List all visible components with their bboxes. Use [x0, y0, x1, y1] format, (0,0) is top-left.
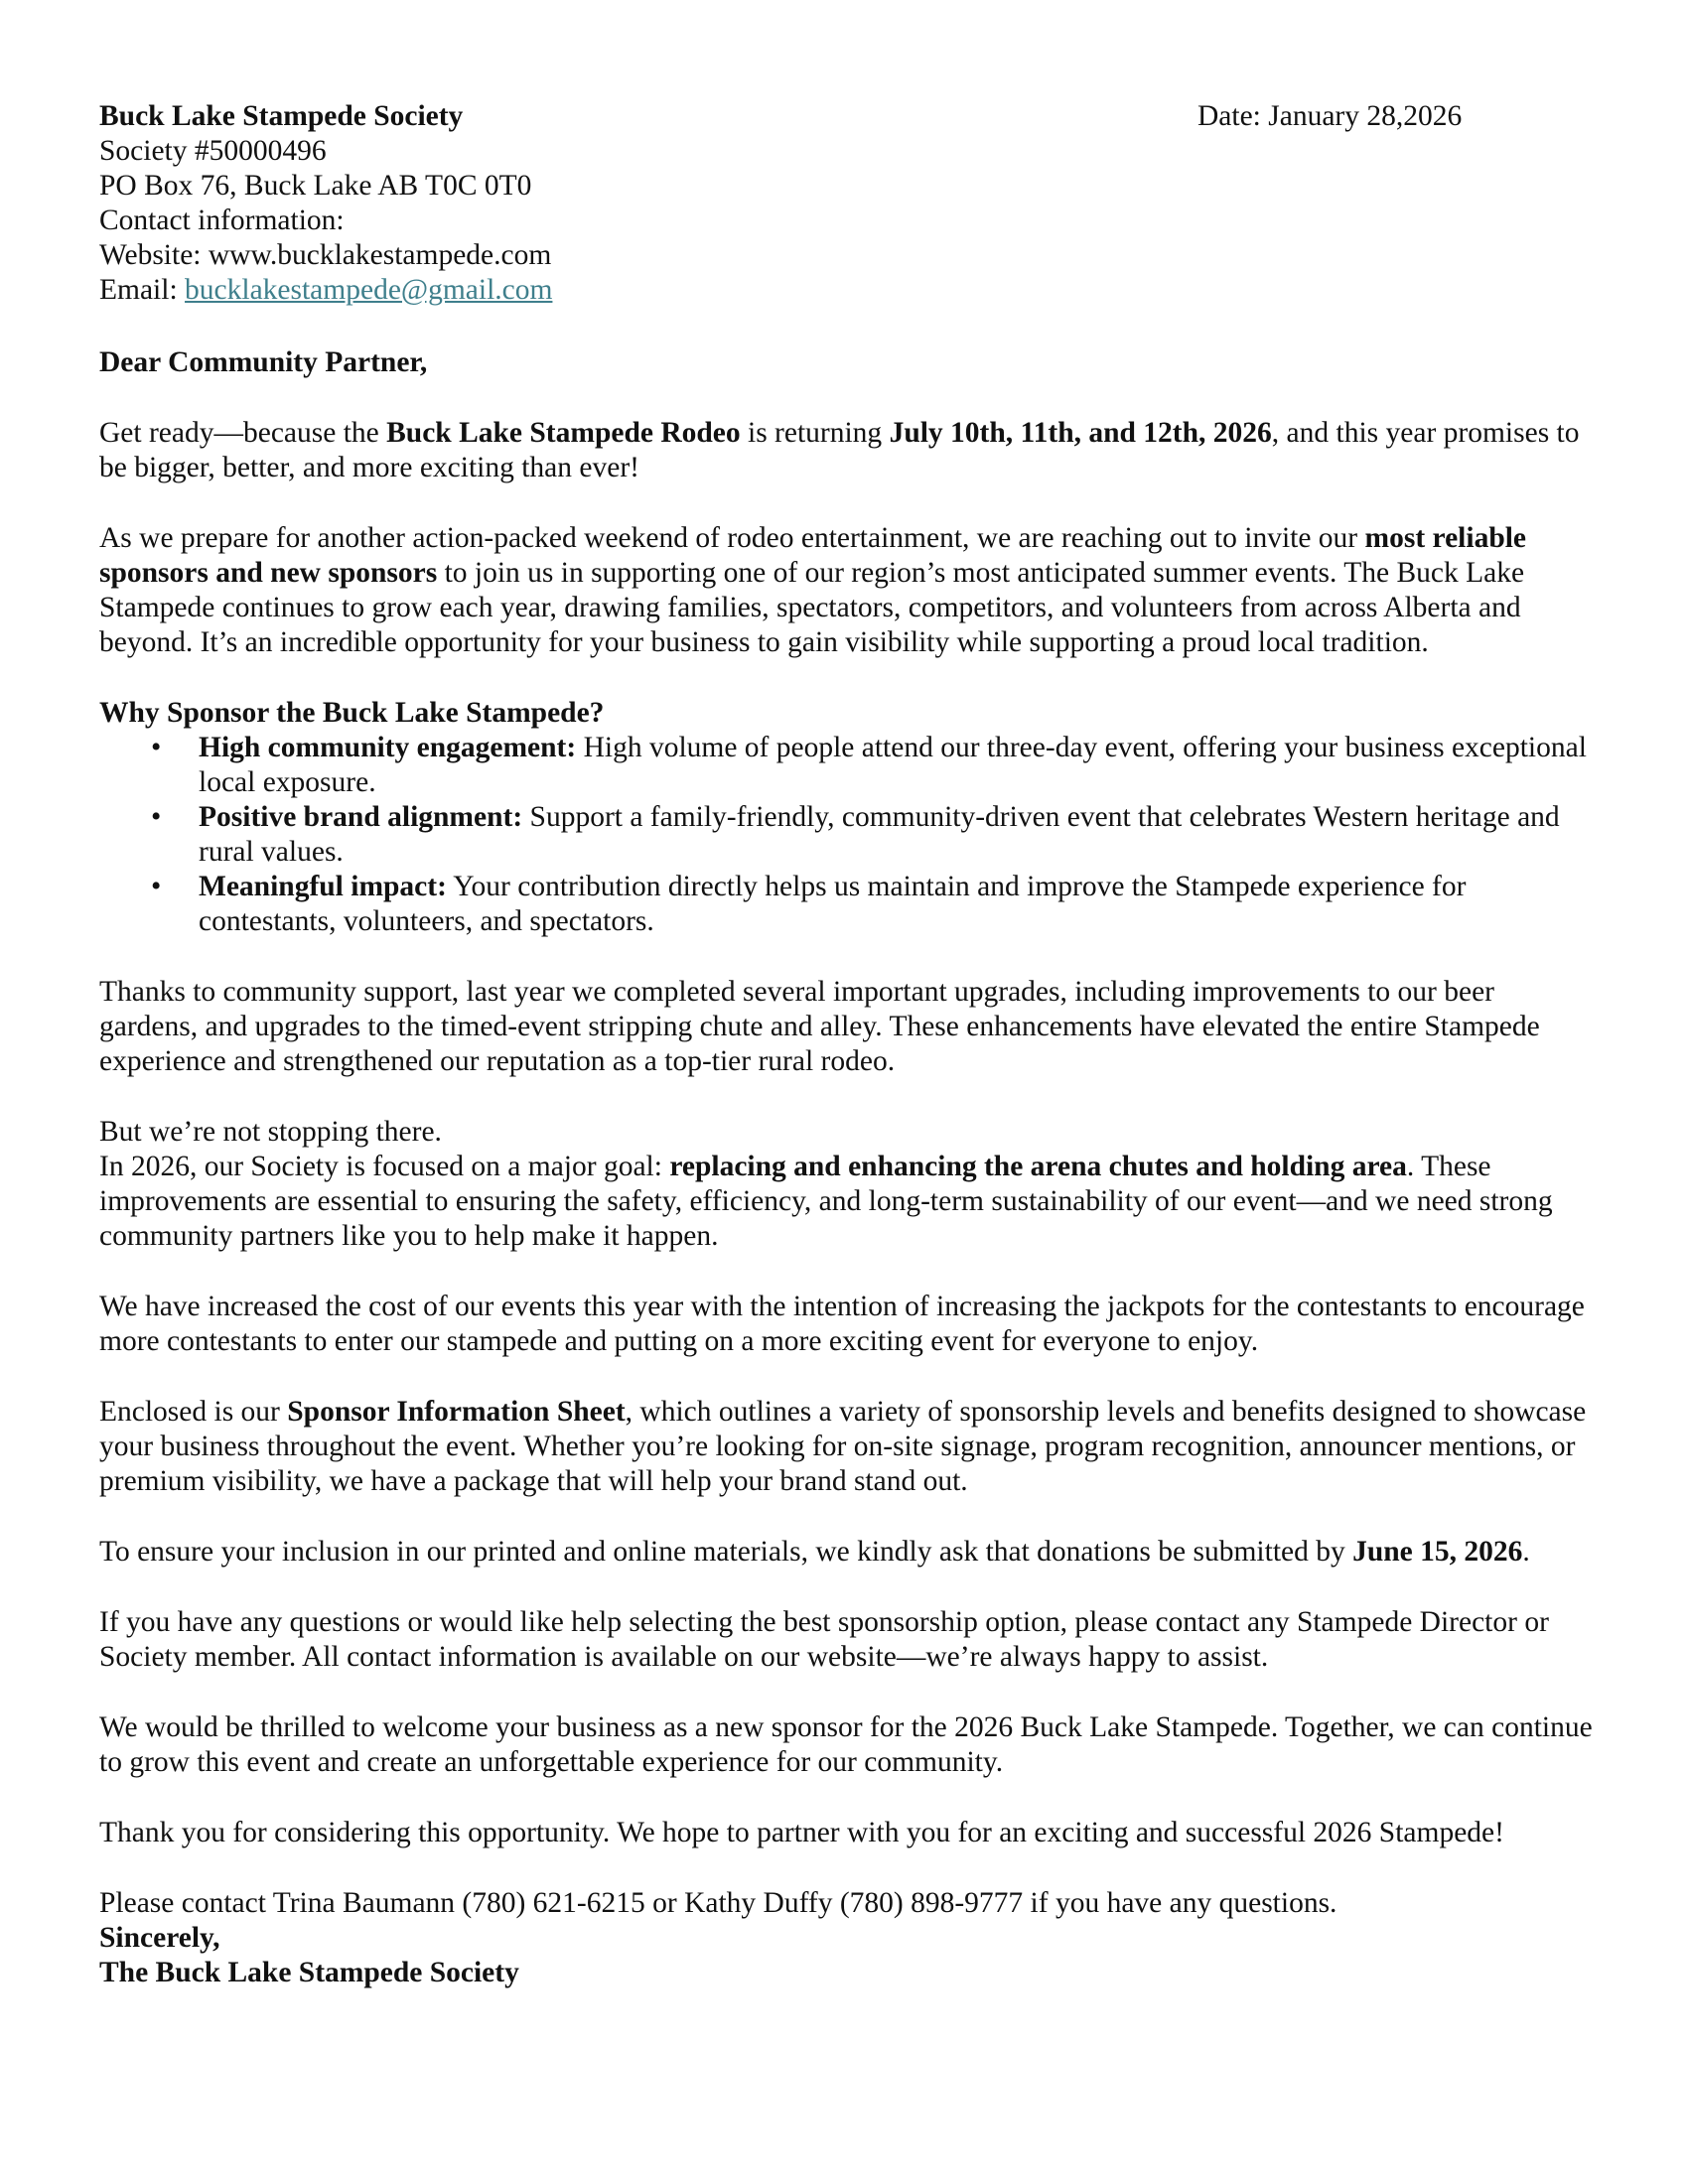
bullet-icon: •: [151, 871, 162, 902]
email-line: Email: bucklakestampede@gmail.com: [99, 274, 553, 306]
org-name: Buck Lake Stampede Society: [99, 100, 464, 132]
paragraph-deadline: To ensure your inclusion in our printed and online materials, we kindly ask that donations be submitted by June 15, 2026.: [99, 1536, 1530, 1568]
bullet-icon: •: [151, 801, 162, 833]
email-link[interactable]: bucklakestampede@gmail.com: [185, 274, 553, 306]
paragraph-not-stopping: But we’re not stopping there.: [99, 1116, 442, 1148]
paragraph-welcome: We would be thrilled to welcome your business as a new sponsor for the 2026 Buck Lake Stampede. Together, we can continue to grow this event and create an unforgettable experience for our community.: [99, 1711, 1593, 1778]
signature: The Buck Lake Stampede Society: [99, 1957, 519, 1988]
letter-date: Date: January 28,2026: [1197, 100, 1463, 132]
paragraph-questions: If you have any questions or would like help selecting the best sponsorship option, please contact any Stampede Director or Society member. All contact information is available on our website—we’re always happy to assist.: [99, 1606, 1549, 1673]
contact-label: Contact information:: [99, 205, 345, 236]
why-sponsor-heading: Why Sponsor the Buck Lake Stampede?: [99, 697, 605, 729]
paragraph-cost: We have increased the cost of our events this year with the intention of increasing the jackpots for the contestants to encourage more contestants to enter our stampede and putting on a more exciting event for everyone to enjoy.: [99, 1291, 1585, 1357]
salutation: Dear Community Partner,: [99, 346, 428, 378]
society-number: Society #50000496: [99, 135, 327, 167]
list-item: • Meaningful impact: Your contribution directly helps us maintain and improve the Stampede experience for contestants, volunteers, and spectators.: [151, 871, 1467, 937]
website-line: Website: www.bucklakestampede.com: [99, 239, 552, 271]
website-text: www.bucklakestampede.com: [208, 239, 552, 271]
sign-off: Sincerely,: [99, 1922, 220, 1954]
paragraph-invitation: As we prepare for another action-packed weekend of rodeo entertainment, we are reaching out to invite our most reliable sponsors and new sponsors to join us in supporting one of our region’s most anticipated summer events. The Buck Lake Stampede continues to grow each year, drawing families, spectators, competitors, and volunteers from across Alberta and beyond. It’s an incredible opportunity for your business to gain visibility while supporting a proud local tradition.: [99, 522, 1527, 658]
letter-body: [99, 345, 1599, 1990]
paragraph-thanks: Thank you for considering this opportunity. We hope to partner with you for an exciting and successful 2026 Stampede!: [99, 1817, 1504, 1848]
sender-block: [99, 99, 993, 308]
paragraph-upgrades: Thanks to community support, last year we completed several important upgrades, including improvements to our beer gardens, and upgrades to the timed-event stripping chute and alley. These enhancements have elevated the entire Stampede experience and strengthened our reputation as a top-tier rural rodeo.: [99, 976, 1540, 1077]
paragraph-intro: Get ready—because the Buck Lake Stampede Rodeo is returning July 10th, 11th, and 12th, 2026, and this year promises to be bigger, better, and more exciting than ever!: [99, 417, 1580, 483]
bullet-icon: •: [151, 732, 162, 763]
paragraph-goal: In 2026, our Society is focused on a major goal: replacing and enhancing the arena chutes and holding area. These improvements are essential to ensuring the safety, efficiency, and long-term sustainability of our event—and we need strong community partners like you to help make it happen.: [99, 1151, 1553, 1252]
mailing-address: PO Box 76, Buck Lake AB T0C 0T0: [99, 170, 532, 202]
list-item: • High community engagement: High volume of people attend our three-day event, offering your business exceptional local exposure.: [151, 732, 1587, 798]
benefits-list: [99, 731, 1599, 939]
list-item: • Positive brand alignment: Support a family-friendly, community-driven event that celebrates Western heritage and rural values.: [151, 801, 1560, 868]
contact-line: Please contact Trina Baumann (780) 621-6215 or Kathy Duffy (780) 898-9777 if you have any questions.: [99, 1887, 1337, 1919]
paragraph-enclosed: Enclosed is our Sponsor Information Sheet, which outlines a variety of sponsorship levels and benefits designed to showcase your business throughout the event. Whether you’re looking for on-site signage, program recognition, announcer mentions, or premium visibility, we have a package that will help your brand stand out.: [99, 1396, 1587, 1497]
